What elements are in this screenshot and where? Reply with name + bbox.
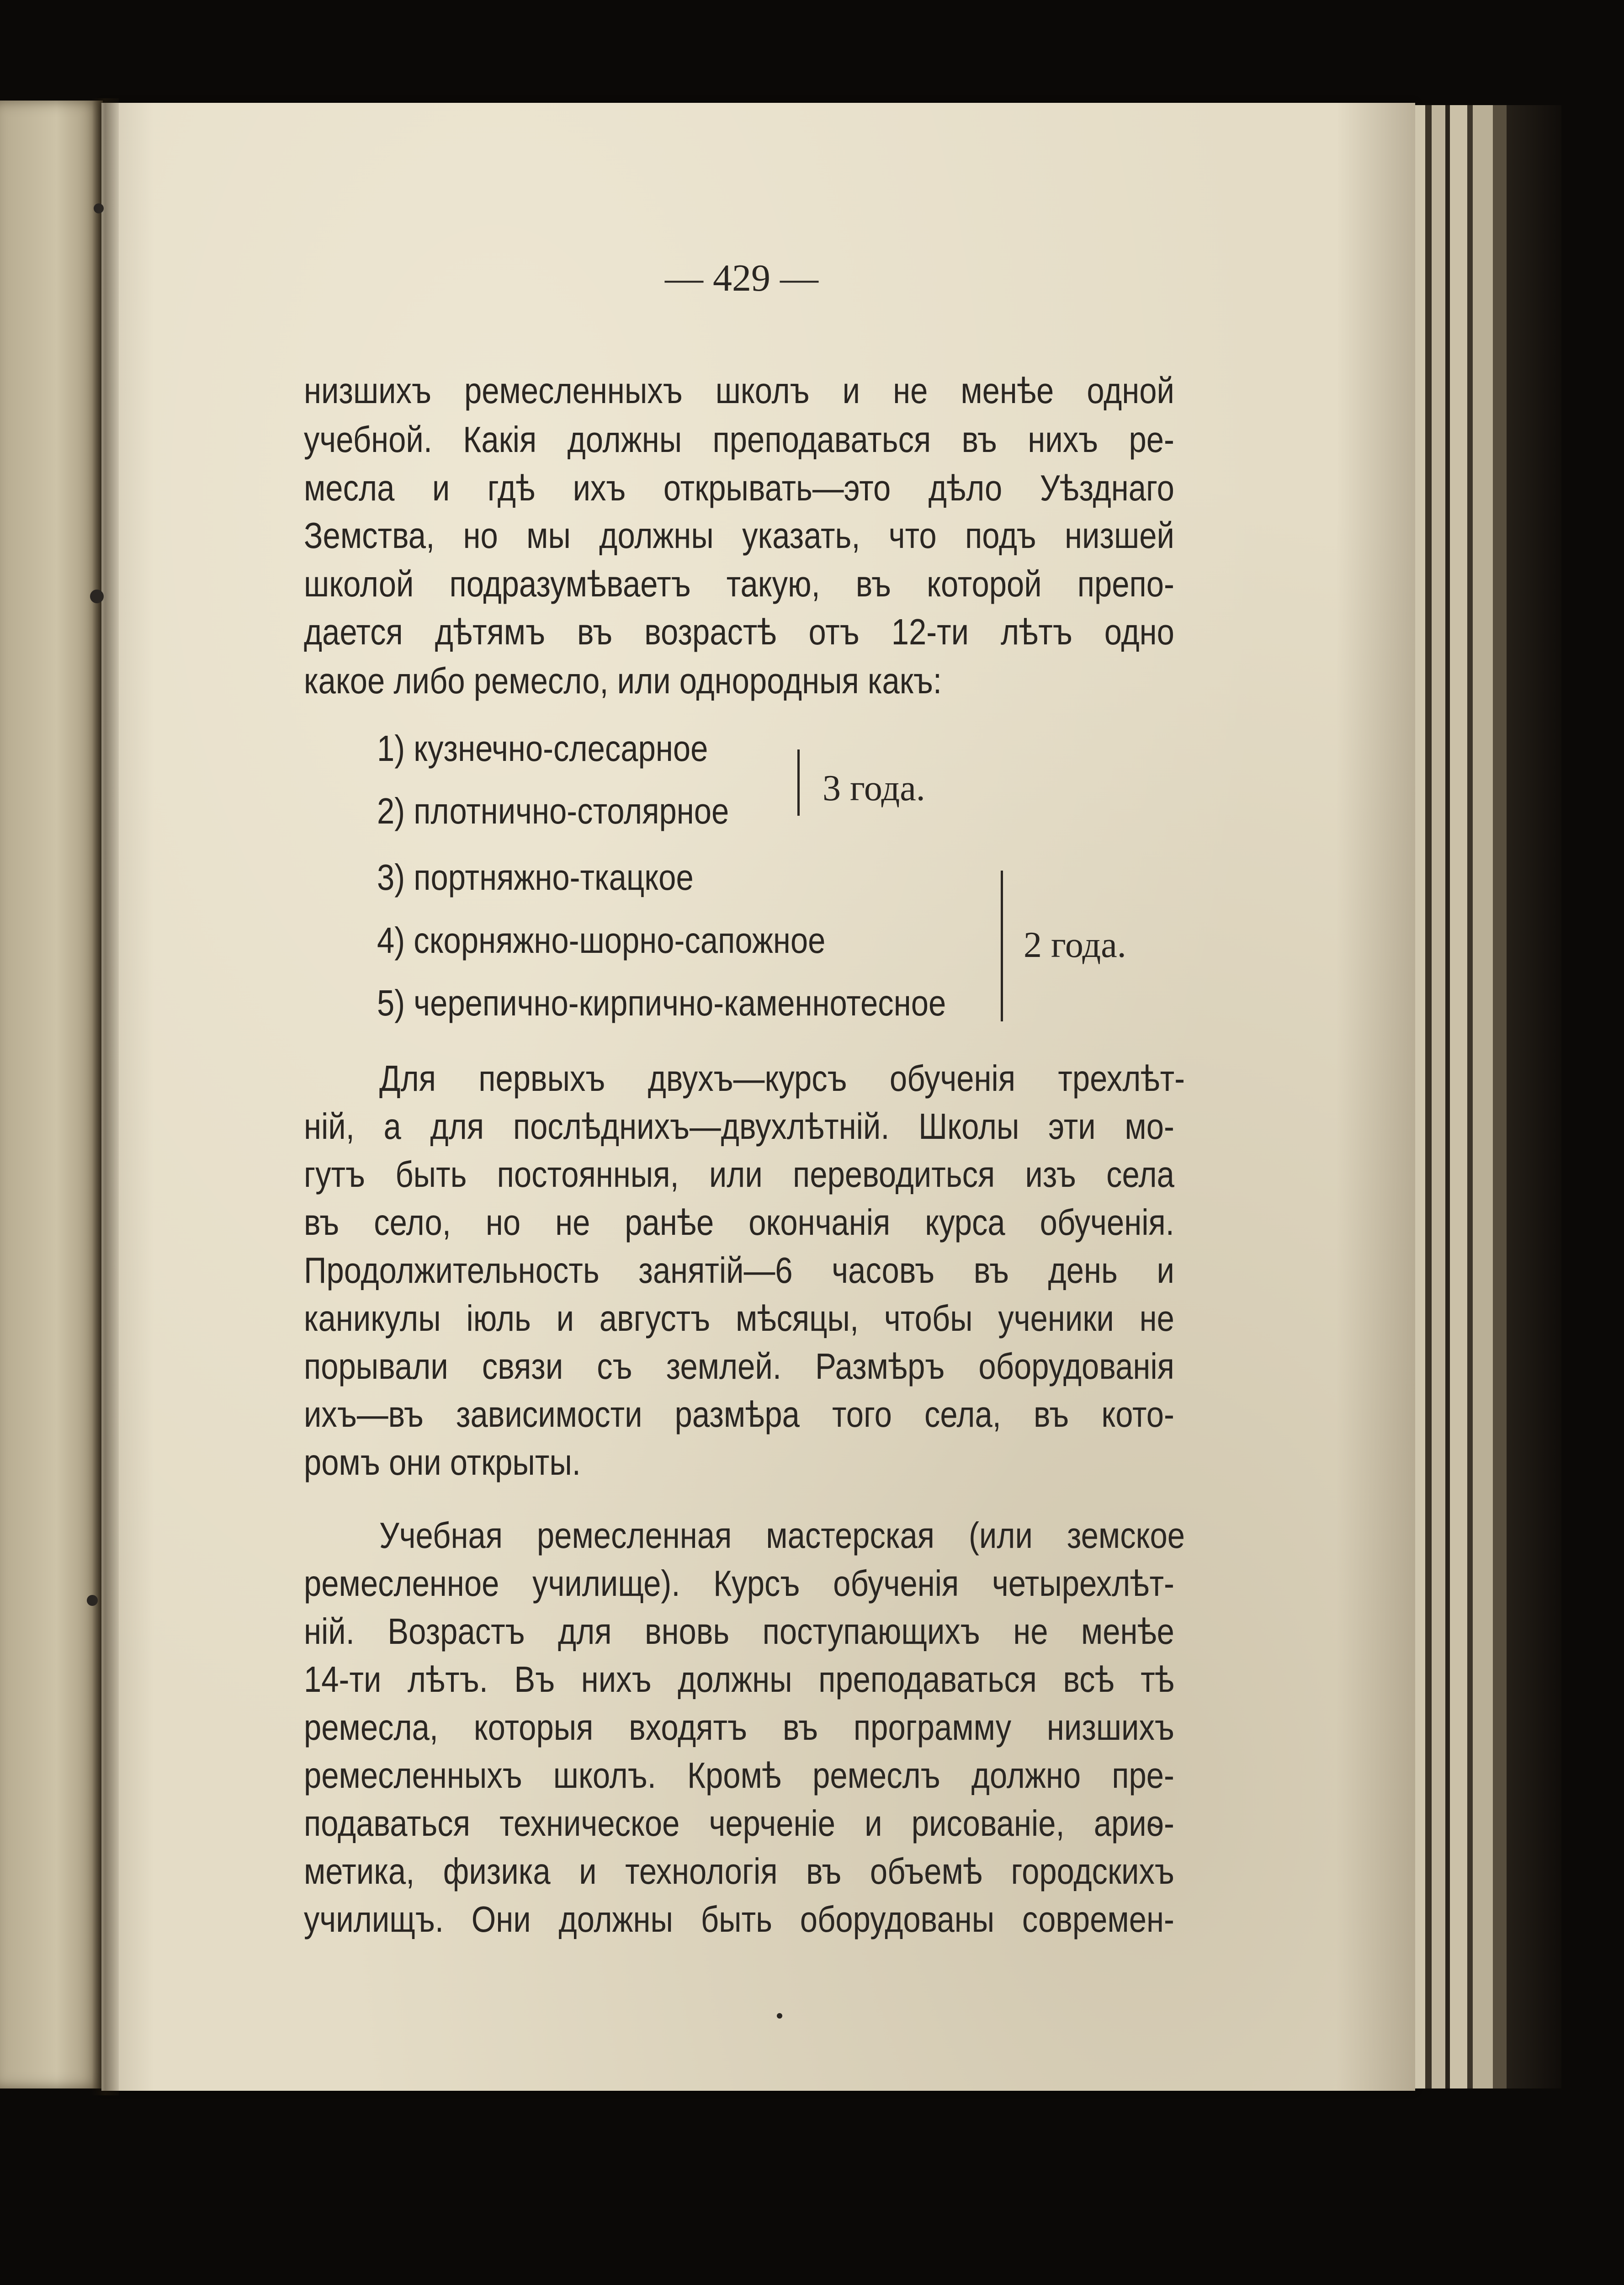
list-item: 3) портняжно-ткацкое [377, 857, 694, 898]
duration-label: 2 года. [1024, 925, 1126, 965]
page-edge [1415, 105, 1425, 2088]
text-line: подаваться техническое черченіе и рисованіе, ариѳ- [304, 1803, 1174, 1844]
spine-shadow [91, 98, 119, 2095]
page-edge [1445, 105, 1450, 2088]
text-line: месла и гдѣ ихъ открывать—это дѣло Уѣзднаго [304, 468, 1174, 508]
text-line: ремесла, которыя входятъ въ программу низшихъ [304, 1707, 1174, 1748]
text-line: въ село, но не ранѣе окончанія курса обученія. [304, 1202, 1174, 1243]
list-item: 4) скорняжно-шорно-сапожное [377, 920, 826, 961]
binding-mark [94, 203, 104, 213]
text-line: какое либо ремесло, или однородныя какъ: [304, 660, 942, 701]
text-line: ній. Возрастъ для вновь поступающихъ не менѣе [304, 1611, 1174, 1652]
duration-label: 3 года. [823, 768, 925, 808]
page-edge [1493, 105, 1507, 2088]
page-edge [1467, 105, 1473, 2088]
ink-speck [777, 2013, 782, 2019]
list-item: 2) плотнично-столярное [377, 791, 729, 831]
text-line: училищъ. Они должны быть оборудованы современ- [304, 1899, 1174, 1940]
page-number: — 429 — [665, 257, 818, 299]
binding-mark [90, 590, 104, 603]
text-line: ремесленное училище). Курсъ обученія четырехлѣт- [304, 1563, 1174, 1604]
text-line: порывали связи съ землей. Размѣръ оборудованія [304, 1346, 1174, 1387]
brace [1001, 871, 1003, 1021]
text-line: ремесленныхъ школъ. Кромѣ ремеслъ должно пре- [304, 1755, 1174, 1796]
text-line: низшихъ ремесленныхъ школъ и не менѣе одной [304, 370, 1174, 411]
page-edge [1425, 105, 1432, 2088]
text-line: Учебная ремесленная мастерская (или земское [379, 1515, 1185, 1556]
text-line: каникулы іюль и августъ мѣсяцы, чтобы ученики не [304, 1298, 1174, 1339]
text-line: ній, а для послѣднихъ—двухлѣтній. Школы эти мо- [304, 1106, 1174, 1147]
list-item: 1) кузнечно-слесарное [377, 728, 708, 769]
previous-page-edge [0, 101, 103, 2088]
text-line: ромъ они открыты. [304, 1442, 581, 1483]
text-line: Для первыхъ двухъ—курсъ обученія трехлѣт- [379, 1058, 1185, 1099]
list-item: 5) черепично-кирпично-каменнотесное [377, 983, 946, 1023]
text-line: учебной. Какія должны преподаваться въ нихъ ре- [304, 419, 1174, 460]
page-edge [1473, 105, 1493, 2088]
binding-mark [87, 1595, 98, 1606]
page-edge [1450, 105, 1467, 2088]
text-line: 14-ти лѣтъ. Въ нихъ должны преподаваться всѣ тѣ [304, 1659, 1174, 1700]
brace [797, 749, 800, 816]
text-line: Продолжительность занятій—6 часовъ въ день и [304, 1250, 1174, 1291]
text-line: дается дѣтямъ въ возрастѣ отъ 12-ти лѣтъ одно [304, 611, 1174, 652]
text-line: Земства, но мы должны указать, что подъ низшей [304, 515, 1174, 556]
text-line: ихъ—въ зависимости размѣра того села, въ кото- [304, 1394, 1174, 1435]
page-edge [1432, 105, 1445, 2088]
text-line: гутъ быть постоянныя, или переводиться изъ села [304, 1154, 1174, 1195]
book-cover-edge [1507, 105, 1561, 2088]
text-line: школой подразумѣваетъ такую, въ которой препо- [304, 563, 1174, 604]
text-line: метика, физика и технологія въ объемѣ городскихъ [304, 1851, 1174, 1892]
